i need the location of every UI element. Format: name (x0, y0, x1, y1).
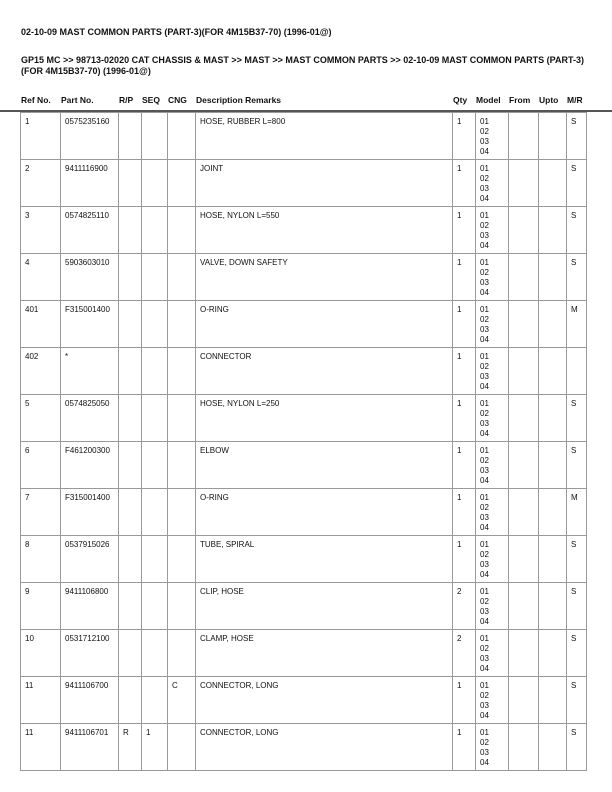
model-code: 02 (480, 597, 489, 606)
table-row (21, 442, 587, 489)
cell-desc: TUBE, SPIRAL (196, 536, 453, 583)
table-row (21, 254, 587, 301)
cell-ref: 1 (21, 113, 61, 160)
model-code: 04 (480, 147, 489, 156)
cell-rp (119, 677, 142, 724)
page-title: 02-10-09 MAST COMMON PARTS (PART-3)(FOR 4M15B37-70) (1996-01@) (21, 27, 332, 37)
cell-mr: S (567, 583, 587, 630)
cell-seq (142, 677, 168, 724)
cell-seq (142, 630, 168, 677)
cell-cng (168, 301, 196, 348)
model-code: 02 (480, 644, 489, 653)
model-code: 01 (480, 164, 489, 173)
cell-desc: HOSE, NYLON L=550 (196, 207, 453, 254)
model-code: 02 (480, 127, 489, 136)
cell-upto (539, 254, 567, 301)
cell-seq (142, 301, 168, 348)
header-rp: R/P (119, 95, 134, 105)
cell-upto (539, 677, 567, 724)
model-code: 01 (480, 399, 489, 408)
cell-from (509, 301, 539, 348)
cell-upto (539, 724, 567, 771)
cell-models (476, 677, 509, 724)
cell-mr: S (567, 630, 587, 677)
cell-seq (142, 536, 168, 583)
model-code: 04 (480, 570, 489, 579)
cell-models (476, 442, 509, 489)
cell-rp (119, 113, 142, 160)
model-code: 01 (480, 117, 489, 126)
cell-models (476, 395, 509, 442)
cell-mr: S (567, 442, 587, 489)
cell-from (509, 160, 539, 207)
cell-rp (119, 583, 142, 630)
model-code: 04 (480, 335, 489, 344)
cell-from (509, 630, 539, 677)
header-model: Model (476, 95, 501, 105)
model-code: 01 (480, 540, 489, 549)
model-code: 02 (480, 362, 489, 371)
cell-mr: M (567, 489, 587, 536)
header-desc: Description Remarks (196, 95, 282, 105)
cell-models (476, 160, 509, 207)
cell-cng (168, 254, 196, 301)
cell-rp (119, 348, 142, 395)
model-code: 03 (480, 701, 489, 710)
model-code: 02 (480, 456, 489, 465)
model-code: 01 (480, 493, 489, 502)
cell-upto (539, 160, 567, 207)
table-row (21, 630, 587, 677)
table-row (21, 348, 587, 395)
cell-qty: 1 (453, 113, 476, 160)
model-code: 01 (480, 681, 489, 690)
model-code: 02 (480, 268, 489, 277)
model-code: 01 (480, 305, 489, 314)
cell-desc: O-RING (196, 301, 453, 348)
header-mr: M/R (567, 95, 583, 105)
cell-ref: 6 (21, 442, 61, 489)
cell-upto (539, 442, 567, 489)
parts-table (20, 112, 587, 771)
cell-part: F461200300 (61, 442, 119, 489)
model-code: 04 (480, 429, 489, 438)
model-code: 03 (480, 184, 489, 193)
model-code: 02 (480, 174, 489, 183)
cell-from (509, 254, 539, 301)
cell-ref: 401 (21, 301, 61, 348)
cell-desc: CONNECTOR (196, 348, 453, 395)
cell-part: 0575235160 (61, 113, 119, 160)
cell-seq (142, 489, 168, 536)
model-code: 04 (480, 194, 489, 203)
cell-part: F315001400 (61, 489, 119, 536)
cell-mr: S (567, 207, 587, 254)
cell-ref: 402 (21, 348, 61, 395)
cell-qty: 2 (453, 630, 476, 677)
cell-cng (168, 536, 196, 583)
cell-models (476, 724, 509, 771)
model-code: 01 (480, 587, 489, 596)
cell-from (509, 207, 539, 254)
cell-desc: VALVE, DOWN SAFETY (196, 254, 453, 301)
cell-models (476, 207, 509, 254)
cell-from (509, 442, 539, 489)
table-row (21, 489, 587, 536)
cell-from (509, 489, 539, 536)
cell-seq: 1 (142, 724, 168, 771)
model-code: 01 (480, 258, 489, 267)
model-code: 03 (480, 748, 489, 757)
cell-cng (168, 395, 196, 442)
table-row (21, 583, 587, 630)
cell-models (476, 489, 509, 536)
cell-cng (168, 724, 196, 771)
model-code: 03 (480, 513, 489, 522)
cell-mr: S (567, 113, 587, 160)
cell-upto (539, 348, 567, 395)
table-row (21, 301, 587, 348)
cell-desc: CLIP, HOSE (196, 583, 453, 630)
model-code: 01 (480, 634, 489, 643)
model-code: 03 (480, 607, 489, 616)
cell-qty: 1 (453, 677, 476, 724)
cell-cng (168, 207, 196, 254)
cell-part: 9411106701 (61, 724, 119, 771)
cell-rp (119, 489, 142, 536)
cell-seq (142, 583, 168, 630)
cell-from (509, 724, 539, 771)
model-code: 03 (480, 466, 489, 475)
cell-mr: M (567, 301, 587, 348)
cell-desc: JOINT (196, 160, 453, 207)
cell-part: * (61, 348, 119, 395)
cell-from (509, 348, 539, 395)
cell-ref: 4 (21, 254, 61, 301)
cell-from (509, 536, 539, 583)
cell-rp (119, 630, 142, 677)
cell-rp (119, 442, 142, 489)
cell-part: 0574825110 (61, 207, 119, 254)
cell-models (476, 536, 509, 583)
cell-upto (539, 395, 567, 442)
cell-from (509, 677, 539, 724)
model-code: 01 (480, 728, 489, 737)
cell-desc: HOSE, NYLON L=250 (196, 395, 453, 442)
table-row (21, 724, 587, 771)
cell-models (476, 583, 509, 630)
cell-seq (142, 395, 168, 442)
cell-desc: CLAMP, HOSE (196, 630, 453, 677)
model-code: 04 (480, 664, 489, 673)
cell-from (509, 113, 539, 160)
table-row (21, 207, 587, 254)
header-qty: Qty (453, 95, 468, 105)
model-code: 03 (480, 560, 489, 569)
model-code: 04 (480, 382, 489, 391)
cell-cng (168, 442, 196, 489)
cell-upto (539, 630, 567, 677)
cell-rp (119, 160, 142, 207)
cell-ref: 8 (21, 536, 61, 583)
header-ref: Ref No. (21, 95, 51, 105)
table-row (21, 113, 587, 160)
cell-cng (168, 348, 196, 395)
header-seq: SEQ (142, 95, 160, 105)
model-code: 04 (480, 523, 489, 532)
cell-seq (142, 113, 168, 160)
table-row (21, 677, 587, 724)
model-code: 03 (480, 325, 489, 334)
cell-upto (539, 207, 567, 254)
cell-qty: 1 (453, 395, 476, 442)
cell-ref: 5 (21, 395, 61, 442)
cell-ref: 2 (21, 160, 61, 207)
cell-part: 9411116900 (61, 160, 119, 207)
cell-rp (119, 395, 142, 442)
header-from: From (509, 95, 531, 105)
model-code: 04 (480, 758, 489, 767)
cell-ref: 11 (21, 677, 61, 724)
cell-ref: 10 (21, 630, 61, 677)
cell-qty: 1 (453, 207, 476, 254)
cell-seq (142, 207, 168, 254)
cell-upto (539, 301, 567, 348)
model-code: 04 (480, 711, 489, 720)
header-upto: Upto (539, 95, 559, 105)
cell-qty: 1 (453, 254, 476, 301)
cell-upto (539, 583, 567, 630)
cell-seq (142, 348, 168, 395)
model-code: 04 (480, 476, 489, 485)
model-code: 03 (480, 654, 489, 663)
model-code: 02 (480, 503, 489, 512)
cell-ref: 9 (21, 583, 61, 630)
cell-seq (142, 254, 168, 301)
cell-ref: 3 (21, 207, 61, 254)
model-code: 04 (480, 617, 489, 626)
table-row (21, 160, 587, 207)
cell-part: 0531712100 (61, 630, 119, 677)
cell-part: 0574825050 (61, 395, 119, 442)
cell-qty: 1 (453, 724, 476, 771)
cell-upto (539, 489, 567, 536)
header-part: Part No. (61, 95, 94, 105)
cell-qty: 1 (453, 348, 476, 395)
cell-models (476, 630, 509, 677)
cell-qty: 1 (453, 160, 476, 207)
model-code: 03 (480, 278, 489, 287)
cell-desc: O-RING (196, 489, 453, 536)
model-code: 03 (480, 372, 489, 381)
cell-models (476, 301, 509, 348)
cell-desc: ELBOW (196, 442, 453, 489)
cell-mr: S (567, 160, 587, 207)
model-code: 01 (480, 446, 489, 455)
model-code: 02 (480, 315, 489, 324)
model-code: 04 (480, 288, 489, 297)
cell-cng (168, 583, 196, 630)
cell-qty: 1 (453, 442, 476, 489)
model-code: 03 (480, 419, 489, 428)
cell-models (476, 113, 509, 160)
model-code: 02 (480, 409, 489, 418)
model-code: 01 (480, 352, 489, 361)
model-code: 02 (480, 221, 489, 230)
cell-qty: 1 (453, 536, 476, 583)
cell-cng (168, 630, 196, 677)
cell-part: 5903603010 (61, 254, 119, 301)
cell-models (476, 254, 509, 301)
model-code: 01 (480, 211, 489, 220)
model-code: 03 (480, 231, 489, 240)
cell-rp (119, 207, 142, 254)
cell-seq (142, 160, 168, 207)
cell-ref: 11 (21, 724, 61, 771)
cell-mr: S (567, 677, 587, 724)
model-code: 02 (480, 691, 489, 700)
cell-mr: S (567, 536, 587, 583)
table-row (21, 395, 587, 442)
cell-qty: 1 (453, 301, 476, 348)
cell-models (476, 348, 509, 395)
model-code: 04 (480, 241, 489, 250)
cell-cng (168, 113, 196, 160)
cell-mr: S (567, 724, 587, 771)
cell-part: 9411106800 (61, 583, 119, 630)
cell-cng (168, 489, 196, 536)
cell-mr: S (567, 395, 587, 442)
model-code: 02 (480, 550, 489, 559)
cell-part: 9411106700 (61, 677, 119, 724)
cell-mr (567, 348, 587, 395)
cell-cng: C (168, 677, 196, 724)
cell-upto (539, 113, 567, 160)
cell-from (509, 583, 539, 630)
cell-upto (539, 536, 567, 583)
cell-rp (119, 254, 142, 301)
cell-part: 0537915026 (61, 536, 119, 583)
parts-table-wrap (20, 112, 586, 771)
cell-rp: R (119, 724, 142, 771)
cell-part: F315001400 (61, 301, 119, 348)
cell-ref: 7 (21, 489, 61, 536)
cell-seq (142, 442, 168, 489)
cell-rp (119, 301, 142, 348)
model-code: 02 (480, 738, 489, 747)
cell-mr: S (567, 254, 587, 301)
cell-from (509, 395, 539, 442)
breadcrumb: GP15 MC >> 98713-02020 CAT CHASSIS & MAST >> MAST >> MAST COMMON PARTS >> 02-10-09 MAST COMMON PARTS (PART-3) (FOR 4M15B37-70) (1996-01@) (21, 55, 584, 76)
table-row (21, 536, 587, 583)
cell-rp (119, 536, 142, 583)
header-cng: CNG (168, 95, 187, 105)
cell-desc: CONNECTOR, LONG (196, 724, 453, 771)
model-code: 03 (480, 137, 489, 146)
cell-desc: CONNECTOR, LONG (196, 677, 453, 724)
cell-desc: HOSE, RUBBER L=800 (196, 113, 453, 160)
cell-cng (168, 160, 196, 207)
cell-qty: 2 (453, 583, 476, 630)
cell-qty: 1 (453, 489, 476, 536)
